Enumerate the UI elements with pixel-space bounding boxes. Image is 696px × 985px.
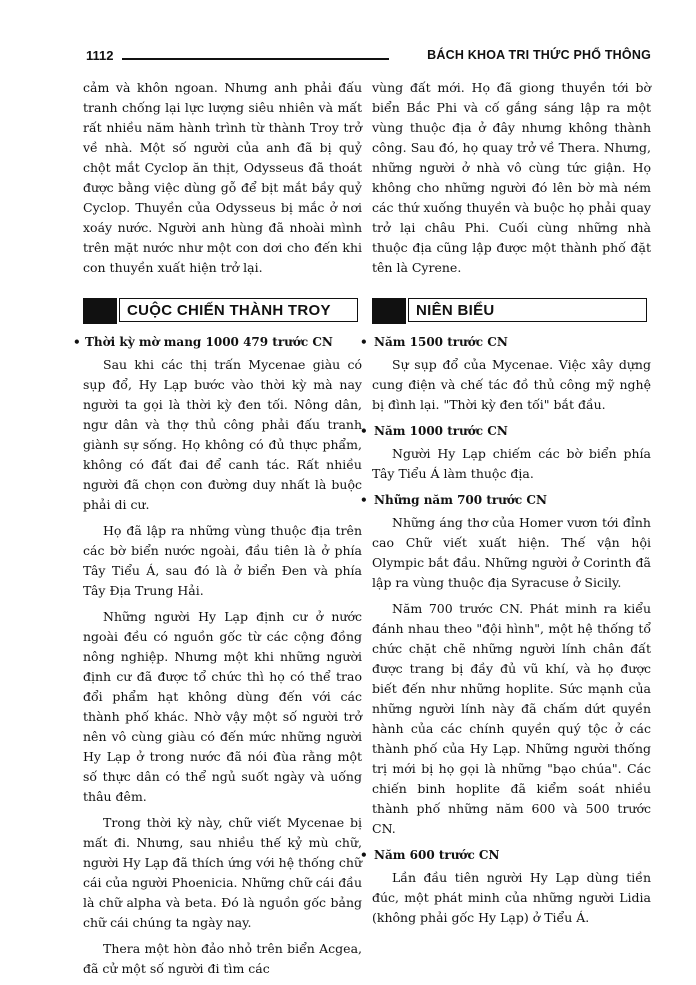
bullet-icon: • <box>360 424 368 438</box>
bullet-icon: • <box>360 848 368 862</box>
section-heading-label: CUỘC CHIẾN THÀNH TROY <box>127 302 331 319</box>
heading-block-marker <box>83 298 117 324</box>
intro-paragraph: vùng đất mới. Họ đã giong thuyền tới bờ biển Bắc Phi và cố gắng sáng lập ra một vùng thuộc địa ở đây nhưng không thành công. Sau đó, họ quay trở về Thera. Nhưng, những người ở nhà vô cùng tức giận. Họ không cho những người đó lên bờ mà ném các thứ xuống thuyền và buộc họ phải quay trở lại châu Phi. Cuối cùng những nhà thuộc địa cũng lập được một thành phố đặt tên là Cyrene. <box>372 80 651 275</box>
book-title: BÁCH KHOA TRI THỨC PHỔ THÔNG <box>427 48 651 62</box>
timeline-paragraph: Lần đầu tiên người Hy Lạp dùng tiền đúc, một phát minh của những người Lidia (không phải gốc Hy Lạp) ở Tiểu Á. <box>372 870 651 925</box>
timeline-entry-title <box>360 421 651 441</box>
timeline-entry-title <box>360 332 651 352</box>
left-column <box>73 78 362 985</box>
timeline-entry-title <box>360 490 651 510</box>
timeline-paragraph: Năm 700 trước CN. Phát minh ra kiểu đánh nhau theo "đội hình", một hệ thống tổ chức chặt chẽ những người lính chân đất được trang bị đầy đủ vũ khí, và họ được biết đến như những hoplite. Sức mạnh của những người lính này đã chấm dứt quyền hành của các chính quyền quý tộc ở các thành phố của Hy Lạp. Những người thống trị mới bị họ gọi là những "bạo chúa". Các chiến binh hoplite đã kiểm soát nhiều thành phố những năm 600 và 500 trước CN. <box>372 601 651 836</box>
timeline-entry-title-text: Năm 1500 trước CN <box>374 335 508 349</box>
right-column <box>360 78 651 934</box>
section-heading-timeline <box>372 298 651 324</box>
bullet-icon: • <box>360 493 368 507</box>
timeline-entry-title <box>360 845 651 865</box>
timeline-entry-title-text: Năm 600 trước CN <box>374 848 500 862</box>
timeline-entry-title-text: Những năm 700 trước CN <box>374 493 547 507</box>
bullet-icon: • <box>73 335 81 349</box>
body-paragraph: Trong thời kỳ này, chữ viết Mycenae bị mất đi. Nhưng, sau nhiều thế kỷ mù chữ, người Hy Lạp đã thích ứng với hệ thống chữ cái của người Phoenicia. Những chữ cái đầu là chữ alpha và beta. Đó là nguồn gốc bảng chữ cái chúng ta ngày nay. <box>83 815 362 930</box>
entry-title-text: Thời kỳ mờ mang 1000 479 trước CN <box>85 335 333 349</box>
timeline-paragraph: Sự sụp đổ của Mycenae. Việc xây dựng cung điện và chế tác đồ thủ công mỹ nghệ bị đình lại. "Thời kỳ đen tối" bắt đầu. <box>372 357 651 412</box>
bullet-icon: • <box>360 335 368 349</box>
section-heading-label: NIÊN BIỂU <box>416 302 495 319</box>
body-paragraph: Họ đã lập ra những vùng thuộc địa trên các bờ biển nước ngoài, đầu tiên là ở phía Tây Tiểu Á, sau đó là ở biển Đen và phía Tây Địa Trung Hải. <box>83 523 362 598</box>
timeline-paragraph: Người Hy Lạp chiếm các bờ biển phía Tây Tiểu Á làm thuộc địa. <box>372 446 651 481</box>
header-rule <box>122 58 389 60</box>
timeline-entry-title-text: Năm 1000 trước CN <box>374 424 508 438</box>
intro-paragraph: cảm và khôn ngoan. Nhưng anh phải đấu tranh chống lại lực lượng siêu nhiên và mất rất nhiều năm hành trình từ thành Troy trở về nhà. Một số người của anh đã bị quỷ chột mắt Cyclop ăn thịt, Odysseus đã thoát được bằng việc dùng gỗ để bịt mắt bầy quỷ Cyclop. Thuyền của Odysseus bị mắc ở nơi xoáy nước. Người anh hùng đã nhoài mình trên mặt nước như một con dơi cho đến khi con thuyền xuất hiện trở lại. <box>83 80 362 275</box>
page-number: 1112 <box>86 48 114 63</box>
body-paragraph: Sau khi các thị trấn Mycenae giàu có sụp đổ, Hy Lạp bước vào thời kỳ mà nay người ta gọi là thời kỳ đen tối. Nông dân, ngư dân và thợ thủ công phải đấu tranh giành sự sống. Họ không có đủ thực phẩm, không có đất đai để canh tác. Rất nhiều người đã chọn con đường duy nhất là buộc phải di cư. <box>83 357 362 512</box>
heading-block-marker <box>372 298 406 324</box>
entry-title <box>73 332 362 352</box>
timeline-paragraph: Những áng thơ của Homer vươn tới đỉnh cao Chữ viết xuất hiện. Thế vận hội Olympic bắt đầu. Những người ở Corinth đã lập ra vùng thuộc địa Syracuse ở Sicily. <box>372 515 651 590</box>
body-paragraph: Thera một hòn đảo nhỏ trên biển Acgea, đã cử một số người đi tìm các <box>83 941 362 976</box>
section-heading-troy <box>83 298 362 324</box>
body-paragraph: Những người Hy Lạp định cư ở nước ngoài đều có nguồn gốc từ các cộng đồng nông nghiệp. Nhưng một khi những người định cư đã được tổ chức thì họ có thể trao đổi phẩm hạt không dùng đến với các thành phố khác. Nhờ vậy một số người trở nên vô cùng giàu có đến mức những người Hy Lạp ở trong nước đã nói đùa rằng một số thực dân có thể ngủ suốt ngày và uống thâu đêm. <box>83 609 362 804</box>
page-header <box>86 48 651 66</box>
